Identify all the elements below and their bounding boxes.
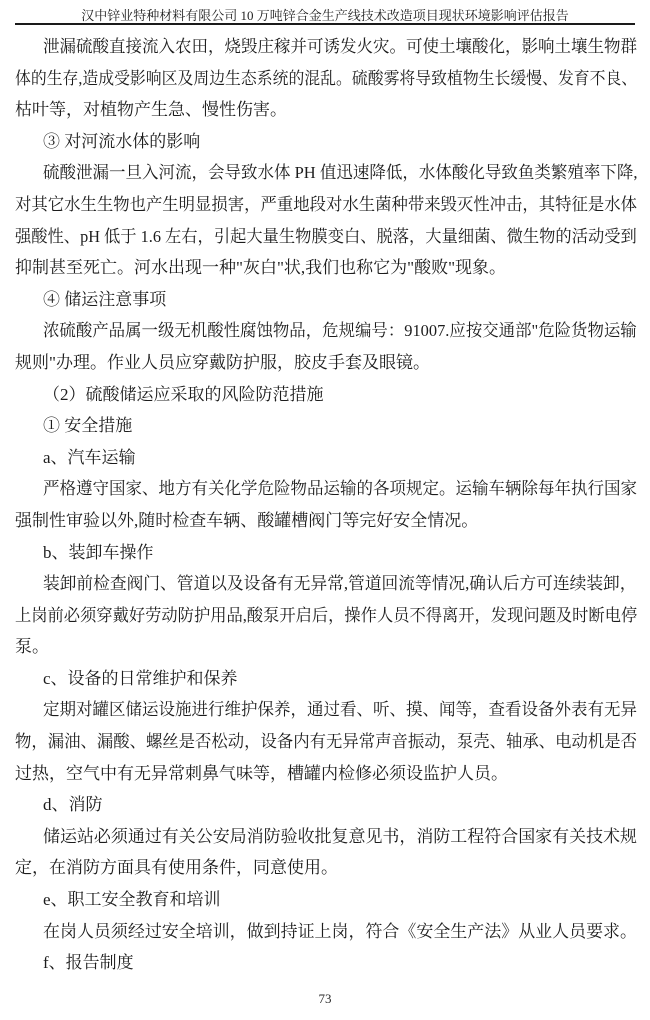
text-line xyxy=(15,347,637,379)
text-line-content: c、设备的日常维护和保养 xyxy=(43,668,238,688)
text-line xyxy=(15,726,637,758)
text-line xyxy=(15,284,637,316)
text-line xyxy=(15,315,637,347)
text-line-content: 强制性审验以外,随时检查车辆、酸罐槽阀门等完好安全情况。 xyxy=(15,510,479,530)
text-line-content: 定，在消防方面具有使用条件，同意使用。 xyxy=(15,858,338,878)
text-line-content: 浓硫酸产品属一级无机酸性腐蚀物品，危规编号：91007.应按交通部"危险货物运输 xyxy=(43,321,637,341)
text-line-content: 规则"办理。作业人员应穿戴防护服，胶皮手套及眼镜。 xyxy=(15,352,430,372)
text-line-content: 严格遵守国家、地方有关化学危险物品运输的各项规定。运输车辆除每年执行国家 xyxy=(43,479,638,499)
header-rule xyxy=(15,23,635,25)
text-line-content: 过热，空气中有无异常刺鼻气味等，槽罐内检修必须设监护人员。 xyxy=(15,763,508,783)
text-line-content: b、装卸车操作 xyxy=(43,542,154,562)
text-line-content: 对其它水生生物也产生明显损害，严重地段对水生菌种带来毁灭性冲击，其特征是水体 xyxy=(15,194,637,214)
text-line xyxy=(15,663,637,695)
text-line-content: 泵。 xyxy=(15,637,49,657)
text-line xyxy=(15,442,637,474)
text-line-content: ④ 储运注意事项 xyxy=(43,289,167,309)
text-line xyxy=(15,884,637,916)
text-line xyxy=(15,789,637,821)
text-line-content: （2）硫酸储运应采取的风险防范措施 xyxy=(43,384,324,404)
text-line xyxy=(15,947,637,979)
text-line xyxy=(15,537,637,569)
text-line xyxy=(15,852,637,884)
text-line-content: e、职工安全教育和培训 xyxy=(43,890,221,910)
text-line-content: 强酸性、pH 低于 1.6 左右，引起大量生物膜变白、脱落，大量细菌、微生物的活动受到 xyxy=(15,226,637,246)
text-line xyxy=(15,94,637,126)
text-line xyxy=(15,821,637,853)
text-line-content: ① 安全措施 xyxy=(43,416,133,436)
page-number: 73 xyxy=(318,991,332,1006)
text-line xyxy=(15,473,637,505)
text-line-content: ③ 对河流水体的影响 xyxy=(43,131,201,151)
text-line-content: 体的生存,造成受影响区及周边生态系统的混乱。硫酸雾将导致植物生长缓慢、发育不良、 xyxy=(15,68,638,88)
text-line xyxy=(15,221,637,253)
document-body xyxy=(15,31,637,979)
text-line xyxy=(15,505,637,537)
text-line xyxy=(15,600,637,632)
text-line-content: a、汽车运输 xyxy=(43,447,136,467)
text-line xyxy=(15,916,637,948)
text-line xyxy=(15,157,637,189)
text-line-content: 枯叶等，对植物产生急、慢性伤害。 xyxy=(15,100,287,120)
text-line-content: d、消防 xyxy=(43,795,103,815)
text-line xyxy=(15,379,637,411)
text-line xyxy=(15,758,637,790)
text-line xyxy=(15,31,637,63)
text-line xyxy=(15,63,637,95)
text-line-content: 定期对罐区储运设施进行维护保养，通过看、听、摸、闻等，查看设备外表有无异 xyxy=(43,700,638,720)
text-line-content: 储运站必须通过有关公安局消防验收批复意见书，消防工程符合国家有关技术规 xyxy=(43,826,637,846)
text-line-content: 泄漏硫酸直接流入农田，烧毁庄稼并可诱发火灾。可使土壤酸化，影响土壤生物群 xyxy=(43,37,638,56)
text-line xyxy=(15,568,637,600)
text-line-content: f、报告制度 xyxy=(43,953,134,973)
text-line xyxy=(15,252,637,284)
text-line-content: 在岗人员须经过安全培训，做到持证上岗，符合《安全生产法》从业人员要求。 xyxy=(43,921,637,941)
text-line xyxy=(15,694,637,726)
text-line xyxy=(15,631,637,663)
text-line xyxy=(15,126,637,158)
text-line xyxy=(15,410,637,442)
text-line-content: 抑制甚至死亡。河水出现一种"灰白"状,我们也称它为"酸败"现象。 xyxy=(15,258,507,278)
text-line-content: 装卸前检查阀门、管道以及设备有无异常,管道回流等情况,确认后方可连续装卸， xyxy=(43,574,637,594)
text-line-content: 物，漏油、漏酸、螺丝是否松动，设备内有无异常声音振动，泵壳、轴承、电动机是否 xyxy=(15,732,637,752)
text-line-content: 硫酸泄漏一旦入河流，会导致水体 PH 值迅速降低，水体酸化导致鱼类繁殖率下降, xyxy=(43,163,638,183)
text-line xyxy=(15,189,637,221)
text-line-content: 上岗前必须穿戴好劳动防护用品,酸泵开启后，操作人员不得离开，发现问题及时断电停 xyxy=(15,605,638,625)
page-header-title: 汉中锌业特种材料有限公司 10 万吨锌合金生产线技术改造项目现状环境影响评估报告 xyxy=(81,8,569,23)
